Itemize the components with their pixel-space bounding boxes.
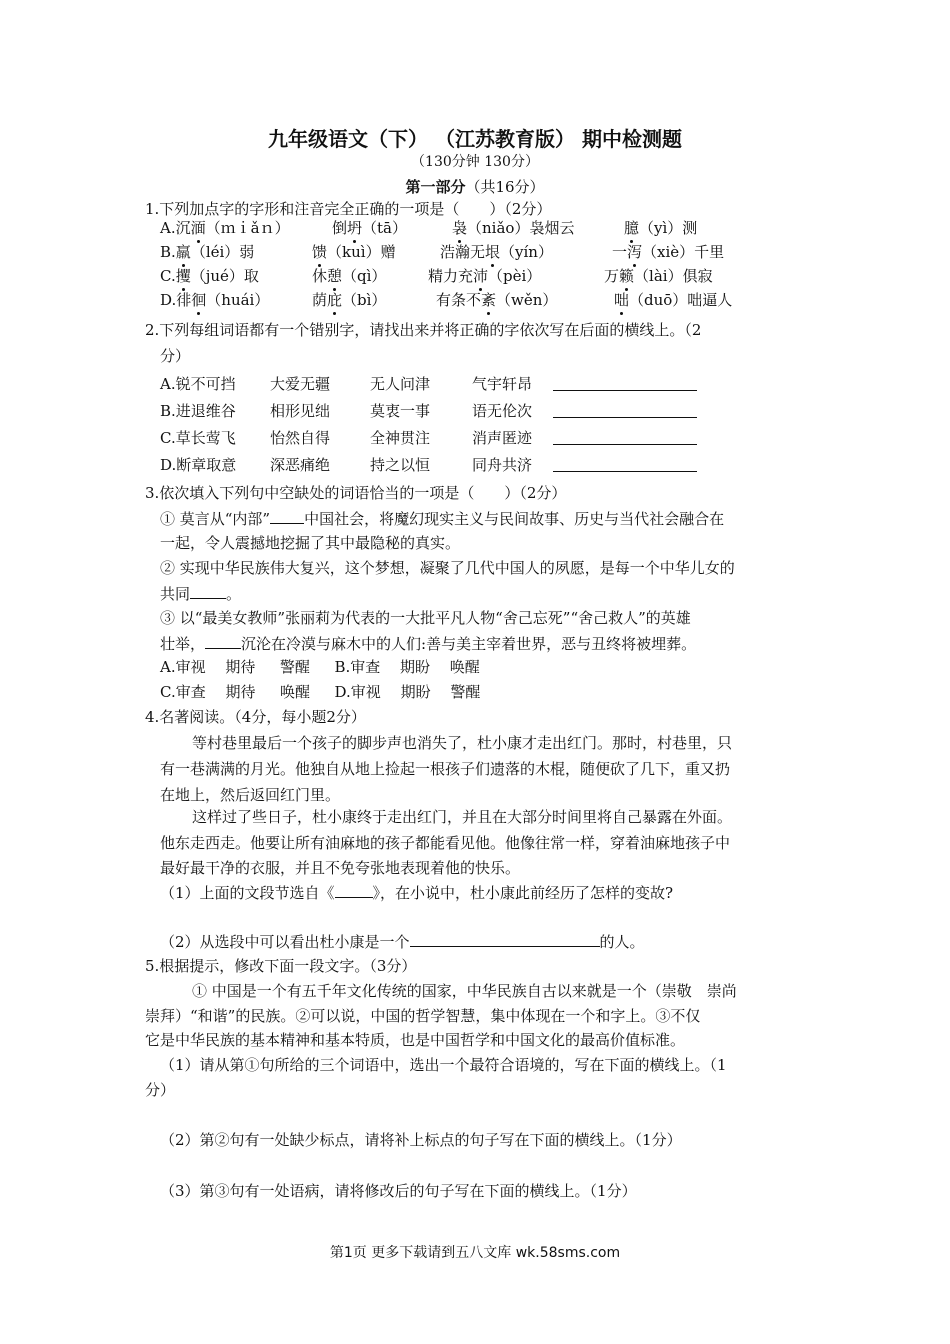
q5-passage-line3: 它是中华民族的基本精神和基本特质，也是中国哲学和中国文化的最高价值标准。 — [145, 1031, 686, 1049]
q2-row-a-word-2: 大爱无疆 — [270, 375, 331, 393]
q4-passage-p1-line3: 在地上，然后返回红门里。 — [160, 786, 341, 804]
q3-sentence-3-line1: ③ 以“最美女教师”张丽莉为代表的一大批平凡人物“舍己忘死”“舍己救人”的英雄 — [160, 609, 691, 627]
q2-row-c-word-2: 怡然自得 — [270, 429, 331, 447]
q1-emphasis-dot: 紊 — [481, 291, 497, 309]
q4-subquestion-2 — [160, 931, 645, 952]
q1-option-c-1: C.攫（jué）取 — [160, 267, 259, 285]
q4-passage-p1-line2: 有一巷满满的月光。他独自从地上捡起一根孩子们遗落的木棍，随便砍了几下，重又扔 — [160, 760, 731, 778]
q1-option-c-4: 万籁（lài）俱寂 — [604, 267, 713, 285]
q1-emphasis-dot: 憩 — [327, 267, 343, 285]
q1-emphasis-dot: 泻 — [627, 243, 643, 261]
q5-passage-line2: 崇拜）“和谐”的民族。②可以说，中国的哲学智慧，集中体现在一个和字上。③不仅 — [145, 1007, 701, 1025]
q2-row-a-word-3: 无人问津 — [370, 375, 431, 393]
q5-stem: 5.根据提示，修改下面一段文字。（3分） — [145, 957, 417, 975]
q2-row-b-word-1: B.进退维谷 — [160, 402, 236, 420]
q4-passage-p2-line3: 最好最干净的衣服，并且不免夸张地表现着他的快乐。 — [160, 859, 521, 877]
q2-row-b-word-2: 相形见绌 — [270, 402, 331, 420]
q3-s3-blank[interactable] — [205, 633, 241, 649]
q2-stem-line2: 分） — [160, 347, 191, 365]
q2-stem-line1: 2.下列每组词语都有一个错别字，请找出来并将正确的字依次写在后面的横线上。（2 — [145, 321, 702, 339]
page-subtitle: （130分钟 130分） — [411, 154, 539, 170]
q2-row-d-word-3: 持之以恒 — [370, 456, 431, 474]
q4-passage-p1-line1: 等村巷里最后一个孩子的脚步声也消失了，杜小康才走出红门。那时，村巷里，只 — [192, 734, 733, 752]
q3-s2-after: 。 — [226, 585, 242, 603]
q1-option-d-2: 荫庇（bì） — [312, 291, 387, 309]
q3-options-cd: C.审查 期待 唤醒 D.审视 期盼 警醒 — [160, 683, 481, 701]
q1-option-d-4: 咄（duō）咄逼人 — [614, 291, 733, 309]
q4-subquestion-1 — [160, 882, 673, 903]
q3-sentence-1-line2: 一起，令人震撼地挖掘了其中最隐秘的真实。 — [160, 534, 461, 552]
q3-s2-before: 共同 — [160, 585, 191, 603]
q1-emphasis-dot: 袅 — [452, 219, 468, 237]
q2-row-a-word-1: A.锐不可挡 — [160, 375, 236, 393]
q2-row-c-answer-line[interactable] — [553, 444, 697, 445]
q5-subquestion-2: （2）第②句有一处缺少标点，请将补上标点的句子写在下面的横线上。（1分） — [160, 1131, 682, 1149]
q1-option-c-2: 休憩（qì） — [312, 267, 387, 285]
q2-row-b-answer-line[interactable] — [553, 417, 697, 418]
q3-s1-before: ① 莫言从“内部” — [160, 510, 271, 528]
q2-row-a-word-4: 气宇轩昂 — [472, 375, 533, 393]
q4-sub1-before: （1）上面的文段节选自《 — [160, 884, 335, 902]
q4-sub1-blank[interactable] — [335, 882, 373, 898]
q1-emphasis-dot: 坍 — [347, 219, 363, 237]
q4-passage-p2-line2: 他东走西走。他要让所有油麻地的孩子都能看见他。他像往常一样，穿着油麻地孩子中 — [160, 834, 731, 852]
q3-sentence-1-line1 — [160, 508, 724, 529]
q1-option-b-1: B.羸（léi）弱 — [160, 243, 255, 261]
q4-sub2-blank[interactable] — [410, 931, 600, 947]
q1-emphasis-dot: 垠 — [485, 243, 501, 261]
q2-row-c-word-3: 全神贯注 — [370, 429, 431, 447]
q4-sub1-after: 》，在小说中，杜小康此前经历了怎样的变故? — [372, 884, 674, 902]
q3-sentence-2-line1: ② 实现中华民族伟大复兴，这个梦想，凝聚了几代中国人的夙愿，是每一个中华儿女的 — [160, 559, 735, 577]
q4-sub2-after: 的人。 — [599, 933, 645, 951]
q1-option-b-4: 一泻（xiè）千里 — [612, 243, 725, 261]
q1-option-c-3: 精力充沛（pèi） — [428, 267, 542, 285]
q1-emphasis-dot: 沛 — [473, 267, 489, 285]
q1-emphasis-dot: 羸 — [175, 243, 191, 261]
q1-emphasis-dot: 臆 — [624, 219, 640, 237]
q4-stem: 4.名著阅读。（4分，每小题2分） — [145, 708, 366, 726]
q1-emphasis-dot: 湎 — [190, 219, 206, 237]
q3-sentence-2-line2 — [160, 583, 241, 604]
q1-option-b-3: 浩瀚无垠（yín） — [440, 243, 553, 261]
q2-row-c-word-1: C.草长莺飞 — [160, 429, 236, 447]
q3-options-ab: A.审视 期待 警醒 B.审查 期盼 唤醒 — [160, 658, 480, 676]
q1-option-a-2: 倒坍（tā） — [332, 219, 408, 237]
q4-sub2-before: （2）从选段中可以看出杜小康是一个 — [160, 933, 410, 951]
q1-emphasis-dot: 庇 — [327, 291, 343, 309]
q5-subquestion-1-line1: （1）请从第①句所给的三个词语中，选出一个最符合语境的，写在下面的横线上。（1 — [160, 1056, 727, 1074]
q2-row-a-answer-line[interactable] — [553, 390, 697, 391]
q2-row-d-word-1: D.断章取意 — [160, 456, 237, 474]
q1-emphasis-dot: 馈 — [312, 243, 328, 261]
q5-subquestion-3: （3）第③句有一处语病，请将修改后的句子写在下面的横线上。（1分） — [160, 1182, 637, 1200]
q2-row-d-word-4: 同舟共济 — [472, 456, 533, 474]
q1-option-d-3: 有条不紊（wěn） — [436, 291, 558, 309]
part-heading — [0, 177, 950, 197]
q4-passage-p2-line1: 这样过了些日子，杜小康终于走出红门，并且在大部分时间里将自己暴露在外面。 — [192, 808, 733, 826]
q3-sentence-3-line2 — [160, 633, 696, 654]
page-title: 九年级语文（下） （江苏教育版） 期中检测题 — [268, 127, 682, 151]
q1-emphasis-dot: 咄 — [614, 291, 630, 309]
q5-passage-line1: ① 中国是一个有五千年文化传统的国家，中华民族自古以来就是一个（崇敬 崇尚 — [192, 982, 737, 1000]
q1-stem: 1.下列加点字的字形和注音完全正确的一项是（ ）（2分） — [145, 200, 552, 218]
q1-emphasis-dot: 徊 — [191, 291, 207, 309]
q1-emphasis-dot: 攫 — [175, 267, 191, 285]
page-footer: 第1页 更多下载请到五八文库 wk.58sms.com — [329, 1245, 621, 1261]
q2-row-d-word-2: 深恶痛绝 — [270, 456, 331, 474]
q1-option-d-1: D.徘徊（huái） — [160, 291, 270, 309]
q3-s3-before: 壮举， — [160, 635, 206, 653]
q1-emphasis-dot: 籁 — [619, 267, 635, 285]
q3-s1-blank[interactable] — [270, 508, 304, 524]
q3-s2-blank[interactable] — [190, 583, 226, 599]
q3-s1-after: 中国社会，将魔幻现实主义与民间故事、历史与当代社会融合在 — [304, 510, 725, 528]
q2-row-d-answer-line[interactable] — [553, 471, 697, 472]
q2-row-b-word-3: 莫衷一事 — [370, 402, 431, 420]
q3-stem: 3.依次填入下列句中空缺处的词语恰当的一项是（ ）（2分） — [145, 484, 567, 502]
q1-option-a-4: 臆（yì）测 — [624, 219, 698, 237]
part-name: 第一部分 — [405, 178, 466, 196]
q2-row-b-word-4: 语无伦次 — [472, 402, 533, 420]
q2-row-c-word-4: 消声匿迹 — [472, 429, 533, 447]
q5-subquestion-1-line2: 分） — [145, 1081, 176, 1099]
q1-option-a-3: 袅（niǎo）袅烟云 — [452, 219, 575, 237]
q1-option-a-1: A.沉湎（ｍｉǎｎ） — [160, 219, 290, 237]
part-score: （共16分） — [465, 178, 545, 196]
q1-option-b-2: 馈（kuì）赠 — [312, 243, 396, 261]
q3-s3-after: 沉沦在冷漠与麻木中的人们:善与美主宰着世界，恶与丑终将被埋葬。 — [241, 635, 697, 653]
